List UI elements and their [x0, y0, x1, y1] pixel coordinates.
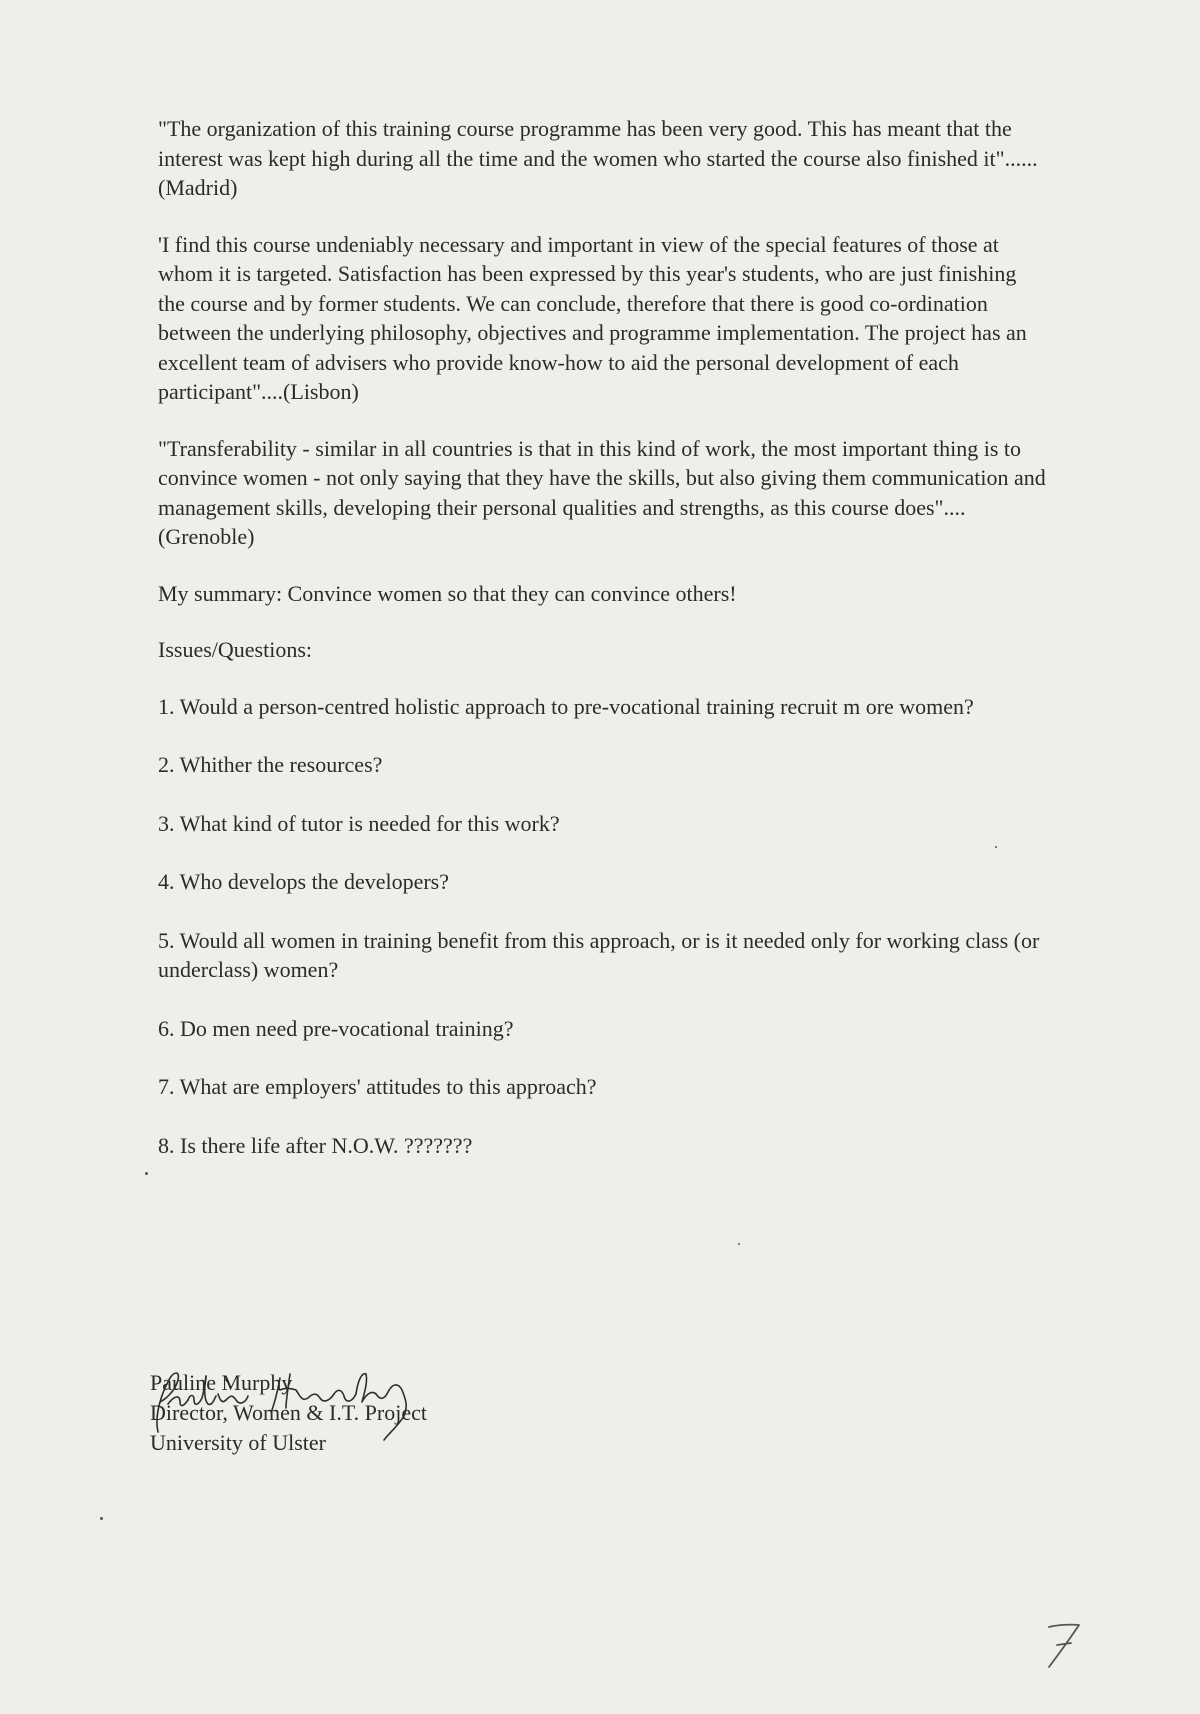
quote-grenoble: "Transferability - similar in all countries is that in this kind of work, the most important thing is to convince women - not only saying that they have the skills, but also giving them communication and management skills, developing their personal qualities and strengths, as this course does"....(Grenoble) — [158, 435, 1046, 549]
question-item: 1. Would a person-centred holistic approach to pre-vocational training recruit m ore women? — [158, 693, 974, 719]
question-item: 3. What kind of tutor is needed for this work? — [158, 810, 560, 836]
questions-list — [158, 692, 1048, 1161]
scan-speck — [995, 846, 997, 848]
question-item: 5. Would all women in training benefit from this approach, or is it needed only for working class (or underclass) women? — [158, 927, 1040, 982]
question-item: 7. What are employers' attitudes to this approach? — [158, 1074, 597, 1099]
scan-speck — [738, 1243, 740, 1245]
quote-lisbon: 'I find this course undeniably necessary and important in view of the special features of those at whom it is targeted. Satisfaction has been expressed by this year's students, who are just finishing the course and by former students. We can conclude, therefore that there is good co-ordination between the underlying philosophy, objectives and programme implementation. The project has an excellent team of advisers who provide know-how to aid the personal development of each participant"....(Lisbon) — [158, 231, 1027, 404]
question-item: 4. Who develops the developers? — [158, 869, 450, 894]
summary-line: My summary: Convince women so that they can convince others! — [158, 580, 737, 606]
signatory-organization: University of Ulster — [150, 1430, 326, 1455]
letter-body — [158, 114, 1048, 1189]
issues-heading: Issues/Questions: — [158, 637, 312, 662]
signatory-title: Director, Women & I.T. Project — [150, 1400, 427, 1425]
quote-madrid: "The organization of this training course programme has been very good. This has meant that the interest was kept high during all the time and the women who started the course also finished it"......(Madrid) — [158, 116, 1038, 200]
signatory-name: Pauline Murphy — [150, 1370, 293, 1395]
scan-speck — [100, 1517, 103, 1520]
handwritten-page-number — [1035, 1615, 1095, 1675]
question-item: 2. Whither the resources? — [158, 752, 383, 777]
question-item: 6. Do men need pre-vocational training? — [158, 1015, 514, 1041]
question-item: 8. Is there life after N.O.W. ??????? — [158, 1132, 473, 1158]
scan-speck — [145, 1172, 148, 1175]
signature-block — [150, 1368, 427, 1458]
